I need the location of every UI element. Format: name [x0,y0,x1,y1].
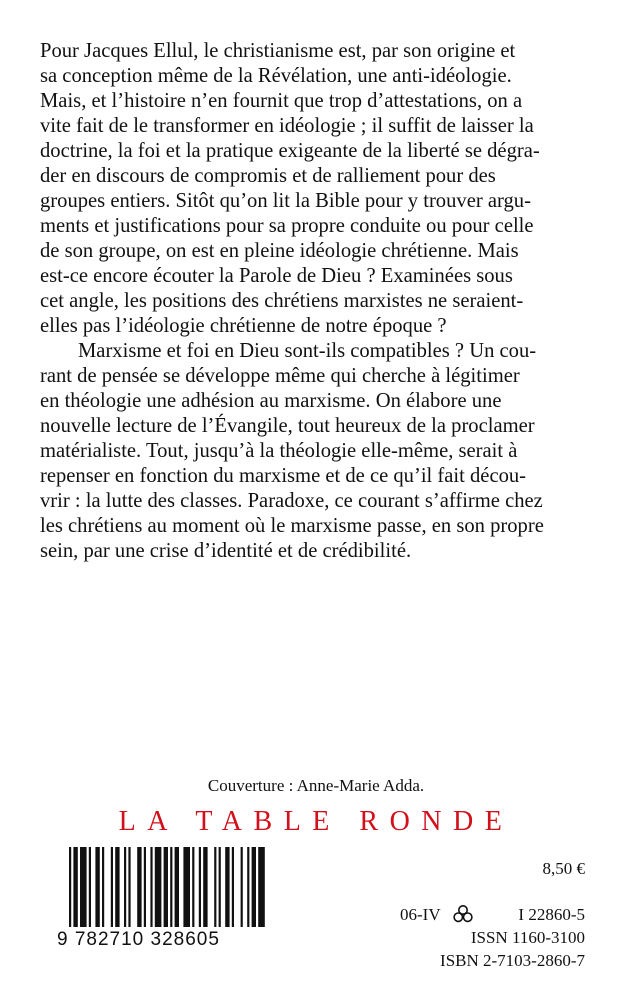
barcode [57,847,270,957]
barcode-bar [258,847,265,927]
text-line: en théologie une adhésion au marxisme. On élabore une [40,390,502,412]
text-line: matérialiste. Tout, jusqu’à la théologie elle-même, serait à [40,440,518,462]
publisher-name: LA TABLE RONDE [118,806,514,837]
barcode-bar [170,847,172,927]
barcode-bar [232,847,234,927]
barcode-bar [73,847,77,927]
catalog-code-right: I 22860-5 [518,905,585,924]
text-line: Pour Jacques Ellul, le christianisme est, par son origine et [40,40,516,62]
barcode-bar [102,847,104,927]
barcode-bar [175,847,179,927]
text-line: nouvelle lecture de l’Évangile, tout heureux de la proclamer [40,415,535,437]
barcode-bar [225,847,229,927]
text-line: vite fait de le transformer en idéologie ; il suffit de laisser la [40,115,534,137]
barcode-bar [219,847,221,927]
barcode-bar [144,847,146,927]
text-line: vrir : la lutte des classes. Paradoxe, ce courant s’affirme chez [40,490,543,512]
text-line: doctrine, la foi et la pratique exigeante de la liberté se dégra- [40,140,540,162]
catalog-code-left: 06-IV [400,905,441,924]
text-line: sa conception même de la Révélation, une anti-idéologie. [40,65,512,87]
barcode-bar [252,847,256,927]
barcode-bar [214,847,216,927]
barcode-bar [128,847,130,927]
barcode-bar [150,847,152,927]
barcode-bar [69,847,71,927]
text-line: Mais, et l’histoire n’en fournit que trop d’attestations, on a [40,90,523,112]
barcode-bar [124,847,126,927]
barcode-bar [183,847,190,927]
text-line: rant de pensée se développe même qui cherche à légitimer [40,365,520,387]
barcode-bar [192,847,194,927]
text-line: Marxisme et foi en Dieu sont-ils compatibles ? Un cou- [78,340,537,362]
barcode-bar [155,847,162,927]
text-line: groupes entiers. Sitôt qu’on lit la Bible pour y trouver argu- [40,190,531,212]
price: 8,50 € [542,859,585,878]
barcode-bars [69,847,267,927]
text-line: de son groupe, on est en pleine idéologie chrétienne. Mais [40,240,519,262]
issn: ISSN 1160-3100 [470,928,585,947]
barcode-bar [115,847,119,927]
barcode-digits: 9 782710 328605 [57,929,220,950]
barcode-bar [199,847,201,927]
barcode-bar [111,847,113,927]
text-line: ments et justifications pour sa propre conduite ou pour celle [40,215,534,237]
text-line: sein, par une crise d’identité et de crédibilité. [40,540,412,562]
text-line: les chrétiens au moment où le marxisme passe, en son propre [40,515,544,537]
barcode-bar [164,847,168,927]
text-line: est-ce encore écouter la Parole de Dieu ? Examinées sous [40,265,513,287]
barcode-bar [241,847,243,927]
text-line: elles pas l’idéologie chrétienne de notre époque ? [40,315,447,337]
isbn: ISBN 2-7103-2860-7 [440,951,585,970]
barcode-bar [247,847,249,927]
text-line: cet angle, les positions des chrétiens marxistes ne seraient- [40,290,524,312]
barcode-bar [203,847,207,927]
text-line: repenser en fonction du marxisme et de ce qu’il fait décou- [40,465,527,487]
cover-credit: Couverture : Anne-Marie Adda. [207,776,425,795]
barcode-bar [95,847,99,927]
barcode-bar [80,847,87,927]
barcode-bar [137,847,141,927]
barcode-bar [89,847,91,927]
clover-mark-icon [452,904,474,929]
text-line: der en discours de compromis et de ralliement pour des [40,165,496,187]
